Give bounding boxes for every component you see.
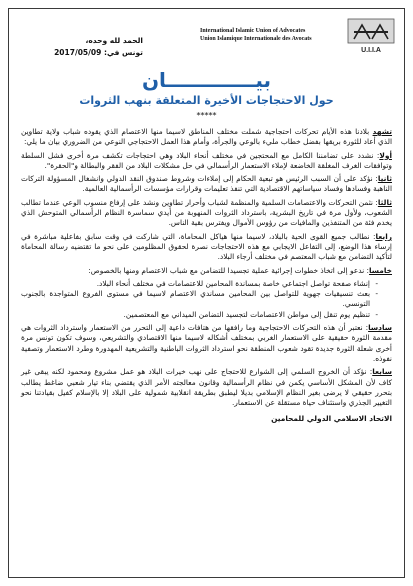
list-item: - إنشاء صفحة تواصل اجتماعي خاصة بمساندة المحامين للاعتصامات في مختلف أنحاء البلاد. bbox=[21, 279, 370, 289]
paragraph-sixth bbox=[21, 323, 392, 364]
paragraph-text: : ندعو إلى اتخاذ خطوات إجرائية عملية تجسيدا للتضامن مع شباب الاعتصام ومنها بالخصوص: bbox=[88, 265, 370, 275]
date-line bbox=[23, 47, 143, 59]
paragraph-lead: أولا bbox=[379, 150, 392, 160]
org-name-english: International Islamic Union of Advocates bbox=[200, 28, 306, 34]
list-item: - بعث تنسيقيات جهوية للتواصل بين المحامين مساندي الاعتصام لاسيما في مستوى الفروع المتواجدة بالجنوب التونسي. bbox=[21, 289, 370, 310]
paragraph-text: : نعتبر أن هذه التحركات الاحتجاجية وما رافقها من هتافات داعية إلى التحرر من الاستعمار واسترداد الثروات هي مقدمة الثورة حقيقية على الاستعمار الغربي بمختلف أشكاله لاسيما منها الاقتصادي والتشريعي، وسوف تكون تونس مرة أخرى شعلة الثورة جديدة تقود شعوب المنطقة نحو استرداد الثروات الباطنية والتشريعية المهدورة وطرد الاستعمار وتصفية نفوذه. bbox=[21, 323, 392, 363]
action-list bbox=[21, 279, 392, 320]
stars-divider: ***** bbox=[196, 111, 217, 120]
paragraph-lead: ثانيا bbox=[377, 174, 392, 184]
paragraph-seventh bbox=[21, 367, 392, 408]
document-page bbox=[8, 8, 405, 578]
paragraph-text: : نطالب جميع القوى الحية بالبلاد، لاسيما منها هياكل المحاماة، التي شاركت في وقت سابق بفاعلية مباشرة في إرساء هذا الوضع، إلى التفاعل الايجابي مع هذه الاحتجاجات نصرة لحقوق المظلومين على نحو ما تقتضيه رسالة المحاماة لتأكيد التضامن مع شباب المعتصم في مختلف أرجاء البلاد. bbox=[21, 231, 392, 262]
paragraph-text: : نثمن التحركات والاعتصامات السلمية والمنظمة لشباب وأحرار تطاوين ونشد على إرفاع منسوب الوعي عندما تطالب الشعوب، ولأول مرة في تاريخ البشرية، باسترداد الثروات المنهوبة من أيدي سماسرة النظام الرأسمالي المتوحش الذي يخدم فئة من المتنفذين والمافيات من رؤوس الأموال ويفترس بقية الناس. bbox=[21, 197, 392, 228]
document-subtitle: حول الاحتجاجات الأخيرة المتعلقة بنهب الثروات bbox=[79, 94, 334, 107]
paragraph-fifth bbox=[21, 266, 392, 276]
title-block bbox=[9, 69, 404, 121]
paragraph-lead: ثالثا bbox=[377, 197, 392, 207]
org-name-french: Union Islamique Internationale des Avocats bbox=[200, 36, 312, 42]
paragraph-lead: تشهد bbox=[372, 127, 392, 136]
paragraph-lead: خامسا bbox=[369, 265, 392, 275]
paragraph-first bbox=[21, 151, 392, 172]
organization-names bbox=[200, 27, 340, 43]
letterhead bbox=[9, 9, 404, 67]
paragraph-text: : نؤكد أن الخروج السلمي إلى الشوارع للاحتجاج على نهب خيرات البلاد هو عمل مشروع ومحمود لكنه يبقى غير كاف لأن المشكل الأساسي يكمن في نظام الرأسمالية وقانون معالجته الأمر الذي يقتضي بناء تيار شعبي ضاغط يطالب بتحرر حقيقي لا يرضى بغير النظام الإسلامي بديلا ليطبق بطريقة انقلابية شمولية على البلاد إلا بالإسلام كفيل بقيادتنا نحو التغيير الجذري واستئناف حياة مستقلة عن الاستعمار. bbox=[21, 367, 392, 408]
paragraph-text: : نشدد على تضامننا الكامل مع المحتجين في مختلف أنحاء البلاد وهي احتجاجات تكشف مرة أخرى فشل السلطة وتوافقات الغرف المغلقة الخاضعة لإملاء الاستعمار الرأسمالي في حل مشكلات البلاد من الفقر والبطالة و"الحقرة". bbox=[21, 150, 392, 170]
paragraph-fourth bbox=[21, 232, 392, 263]
paragraph-lead: رابعا bbox=[375, 231, 392, 241]
statement-body bbox=[9, 121, 404, 425]
document-title: بيـــــــــــــان bbox=[141, 68, 272, 92]
signature: الاتحاد الاسلامي الدولي للمحامين bbox=[271, 414, 392, 424]
place-label: تونس في: bbox=[103, 48, 143, 57]
organization-logo bbox=[346, 17, 396, 55]
header-date-block bbox=[23, 35, 143, 59]
paragraph-third bbox=[21, 198, 392, 229]
paragraph-lead: سادسا bbox=[368, 323, 392, 333]
paragraph-text: : نؤكد على أن السبب الرئيس هو تبعية الحكام إلى إملاءات وشروط صندوق النقد الدولي وانشغال المسؤولة التركات الناهبة وفسادها وفساد سياساتهم الاقتصادية التي تنفذ تعليمات وقرارات مؤسسات الرأسمالية العالمية. bbox=[21, 174, 392, 194]
paragraph-intro bbox=[21, 127, 392, 148]
paragraph-text: بلادنا هذه الأيام تحركات احتجاجية شملت مختلف المناطق لاسيما منها الاعتصام الذي يقوده شباب ولاية تطاوين الذي أعاد للثورة بريقها بفضل خطاب مليء بالوعي والجرأة، وأمام هذا العمل الاحتجاجي النوعي من الضروري بيان ما يلي: bbox=[21, 127, 392, 147]
logo-text: U.I.I.A bbox=[361, 47, 381, 54]
praise-line: الحمد لله وحده، bbox=[85, 36, 143, 45]
date-value: 2017/05/09 bbox=[54, 48, 102, 57]
paragraph-lead: سابعا bbox=[372, 367, 392, 377]
paragraph-second bbox=[21, 174, 392, 195]
list-item: - تنظيم يوم تنقل إلى مواطن الاعتصامات لتجسيد التضامن الميداني مع المعتصمين. bbox=[21, 310, 370, 320]
